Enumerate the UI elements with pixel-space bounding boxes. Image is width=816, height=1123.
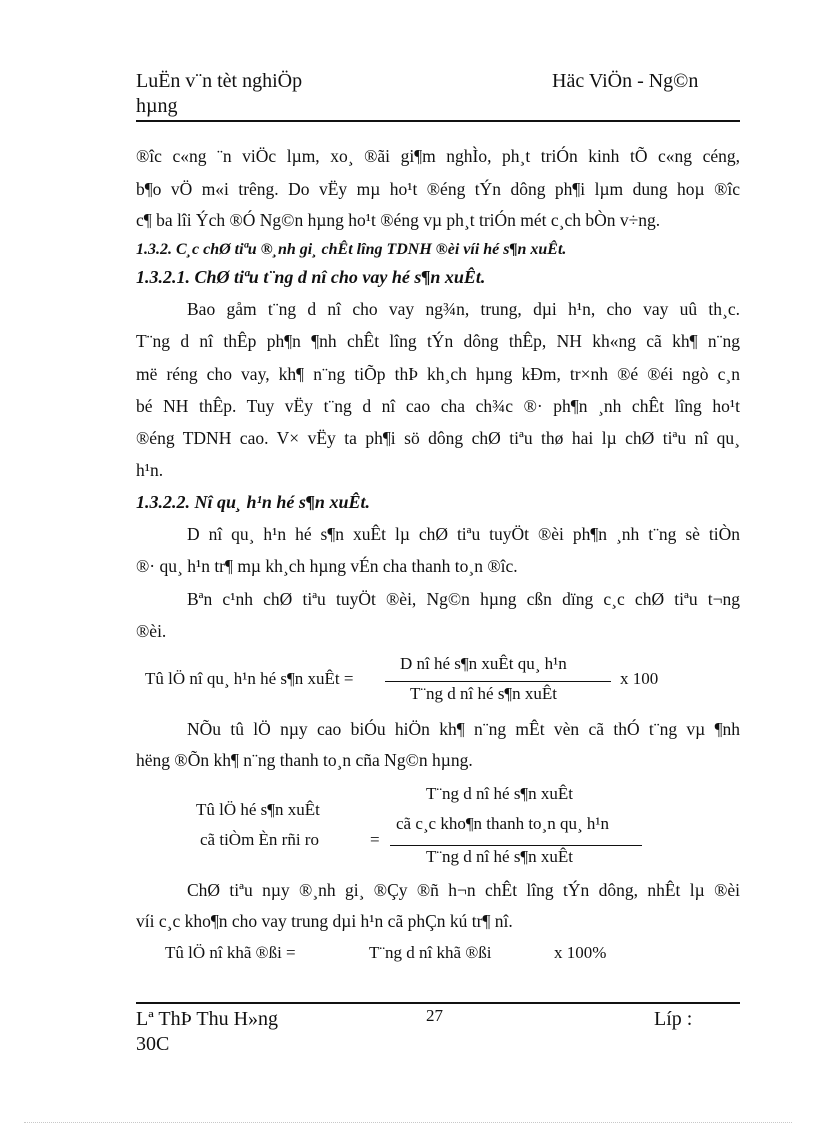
page-number: 27 <box>426 1006 443 1025</box>
formula-1-lhs: Tû lÖ nî qu¸ h¹n hé s¶n xuÊt = <box>145 669 354 688</box>
formula-1-denominator: T¨ng d nî hé s¶n xuÊt <box>410 684 557 703</box>
body-paragraph-2-line-3: më réng cho vay, kh¶ n¨ng tiÕp thÞ kh¸ch hµng kÐm, tr×nh ®é ®éi ngò c¸n <box>136 364 740 384</box>
body-paragraph-2-line-5: ®éng TDNH cao. V× vËy ta ph¶i sö dông chØ tiªu thø hai lµ chØ tiªu nî qu¸ <box>136 428 740 448</box>
body-paragraph-5-line-1: NÕu tû lÖ nµy cao biÓu hiÖn kh¶ n¨ng mÊt vèn cã thÓ t¨ng vµ ¶nh <box>187 719 740 739</box>
footer-rule <box>136 1002 740 1004</box>
header-right: Häc ViÖn - Ng©n <box>552 70 699 92</box>
body-paragraph-3-line-2: ®· qu¸ h¹n tr¶ mµ kh¸ch hµng vÉn cha thanh to¸n ®îc. <box>136 556 518 576</box>
formula-2-numerator-line2: cã c¸c kho¶n thanh to¸n qu¸ h¹n <box>396 814 609 833</box>
formula-1-fraction-bar <box>385 681 611 682</box>
formula-1-multiplier: x 100 <box>620 669 659 688</box>
body-paragraph-1-line-2: b¶o vÖ m«i trêng. Do vËy mµ ho¹t ®éng tÝn dông ph¶i lµm dung hoµ ®îc <box>136 179 740 199</box>
body-paragraph-1-line-1: ®îc c«ng ¨n viÖc lµm, xo¸ ®ãi gi¶m nghÌo, ph¸t triÓn kinh tÕ c«ng céng, <box>136 146 740 166</box>
section-heading-1-3-2-1: 1.3.2.1. ChØ tiªu t¨ng d nî cho vay hé s¶n xuÊt. <box>136 267 486 287</box>
body-paragraph-2-line-6: h¹n. <box>136 460 164 480</box>
formula-2-lhs-line1: Tû lÖ hé s¶n xuÊt <box>196 800 320 819</box>
body-paragraph-2-line-4: bé NH thÊp. Tuy vËy t¨ng d nî cao cha ch¾c ®· ph¶n ¸nh chÊt lîng ho¹t <box>136 396 740 416</box>
body-paragraph-2-line-1: Bao gåm t¨ng d nî cho vay ng¾n, trung, dµi h¹n, cho vay uû th¸c. <box>187 299 740 319</box>
formula-1-numerator: D nî hé s¶n xuÊt qu¸ h¹n <box>400 654 567 673</box>
formula-3-multiplier: x 100% <box>554 943 607 962</box>
formula-3-lhs: Tû lÖ nî khã ®ßi = <box>165 943 296 962</box>
formula-2-fraction-bar <box>390 845 642 846</box>
body-paragraph-3-line-1: D nî qu¸ h¹n hé s¶n xuÊt lµ chØ tiªu tuyÖt ®èi ph¶n ¸nh t¨ng sè tiÒn <box>187 524 740 544</box>
body-paragraph-2-line-2: T¨ng d nî thÊp ph¶n ¶nh chÊt lîng tÝn dông thÊp, NH kh«ng cã kh¶ n¨ng <box>136 331 740 351</box>
section-heading-1-3-2: 1.3.2. C¸c chØ tiªu ®¸nh gi¸ chÊt lîng TDNH ®èi víi hé s¶n xuÊt. <box>136 241 567 258</box>
formula-2-numerator-line1: T¨ng d nî hé s¶n xuÊt <box>426 784 573 803</box>
body-paragraph-6-line-2: víi c¸c kho¶n cho vay trung dµi h¹n cã phÇn kú tr¶ nî. <box>136 911 513 931</box>
header-left-line2: hµng <box>136 95 178 117</box>
formula-2-lhs-line2: cã tiÒm Èn rñi ro <box>200 830 319 849</box>
body-paragraph-1-line-3: c¶ ba lîi Ých ®Ó Ng©n hµng ho¹t ®éng vµ ph¸t triÓn mét c¸ch bÒn v÷ng. <box>136 210 661 230</box>
formula-2-equals: = <box>370 830 380 849</box>
footer-left-line1: Lª ThÞ Thu H»ng <box>136 1008 279 1030</box>
header-left-line1: LuËn v¨n tèt nghiÖp <box>136 70 303 92</box>
header-rule <box>136 120 740 122</box>
formula-2-denominator: T¨ng d nî hé s¶n xuÊt <box>426 847 573 866</box>
formula-3-numerator: T¨ng d nî khã ®ßi <box>369 943 492 962</box>
footer-right: Líp : <box>654 1008 693 1030</box>
body-paragraph-4-line-2: ®èi. <box>136 621 167 641</box>
body-paragraph-5-line-2: hëng ®Õn kh¶ n¨ng thanh to¸n cña Ng©n hµng. <box>136 750 473 770</box>
section-heading-1-3-2-2: 1.3.2.2. Nî qu¸ h¹n hé s¶n xuÊt. <box>136 492 370 512</box>
body-paragraph-4-line-1: Bªn c¹nh chØ tiªu tuyÖt ®èi, Ng©n hµng cßn dïng c¸c chØ tiªu t¬ng <box>187 589 740 609</box>
body-paragraph-6-line-1: ChØ tiªu nµy ®¸nh gi¸ ®Çy ®ñ h¬n chÊt lîng tÝn dông, nhÊt lµ ®èi <box>187 880 740 900</box>
footer-left-line2: 30C <box>136 1033 170 1055</box>
